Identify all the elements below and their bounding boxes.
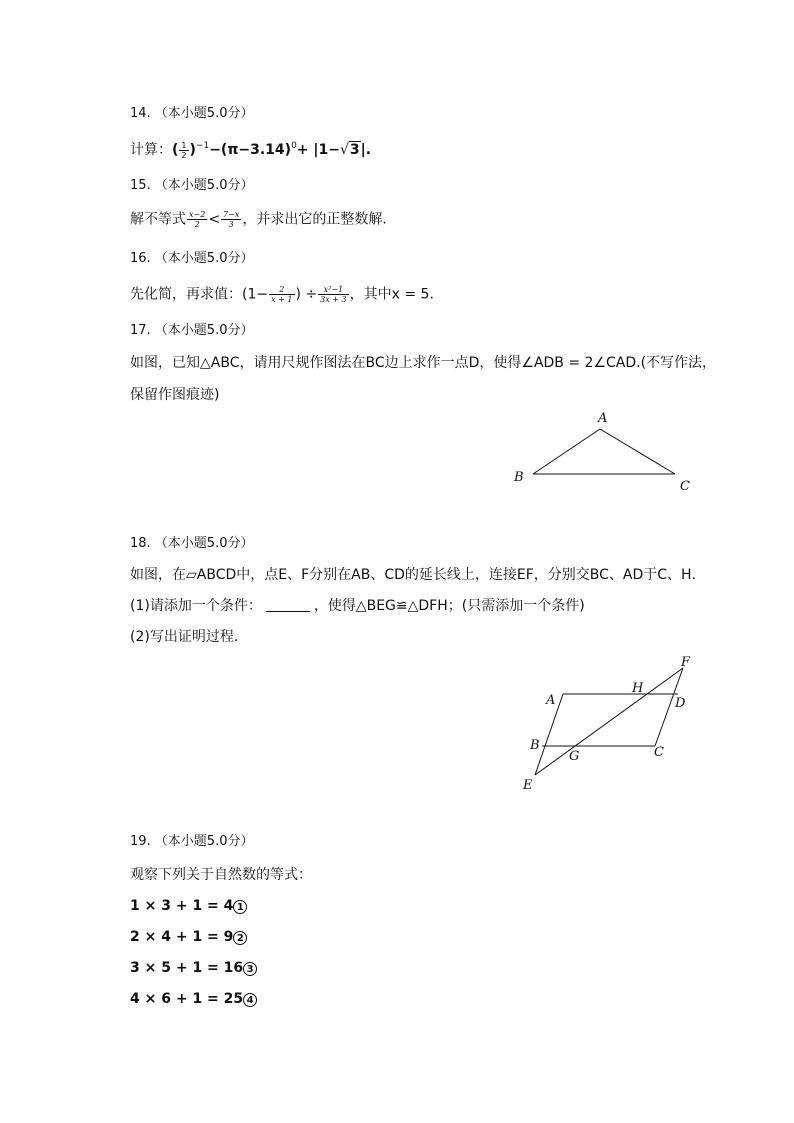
q19-eq4-expr: 4 × 6 + 1 = 25	[130, 991, 244, 1007]
q16-header: 16. （本小题5.0分）	[130, 251, 254, 266]
q19-eq3-expr: 3 × 5 + 1 = 16	[130, 960, 244, 976]
q15-fraction-1	[187, 210, 207, 229]
q14-mid: −(π−3.14)	[209, 142, 292, 158]
q19-eq2-expr: 2 × 4 + 1 = 9	[130, 929, 234, 945]
q16-f1-den: x + 1	[271, 295, 293, 304]
q18-label-c: C	[654, 745, 664, 760]
q19-eq4-circled-number: 4	[243, 993, 257, 1007]
q15-fraction-2	[221, 210, 241, 229]
q17-line1: 如图，已知△ABC，请用尺规作图法在BC边上求作一点D，使得∠ADB = 2∠CAD.(不写作法，	[130, 355, 717, 371]
q16-f2-num: x²−1	[318, 285, 348, 295]
q14-tail-b: |.	[360, 142, 372, 158]
q18-line3: (2)写出证明过程．	[130, 629, 248, 645]
q17-label-b: B	[514, 470, 524, 485]
q17-label-c: C	[680, 479, 690, 494]
q18-label-b: B	[530, 738, 540, 753]
q14-frac-num: 1	[181, 140, 187, 150]
q19-header: 19. （本小题5.0分）	[130, 834, 254, 849]
q19-eq3-circled-number: 3	[243, 962, 257, 976]
q19-eq1-circled-number: 1	[233, 900, 247, 914]
q15-prefix: 解不等式	[130, 211, 186, 228]
q18-label-f: F	[681, 655, 691, 670]
q19-intro: 观察下列关于自然数的等式：	[130, 867, 312, 883]
q18-label-e: E	[523, 778, 533, 793]
q18-label-h: H	[632, 681, 644, 696]
q14-content: 计算：( $\frac{1}{2}$ )$^{-1}-(\pi-3.14)^0+ |1-√3|$.	[130, 140, 372, 160]
q16-f2-den: 3x + 3	[320, 295, 347, 304]
q14-exp0: 0	[291, 141, 297, 151]
q17-line2: 保留作图痕迹)	[130, 387, 220, 403]
q16-fraction-2	[318, 285, 348, 304]
q18-line2-a: (1)请添加一个条件：	[130, 598, 262, 614]
q14-prefix: 计算：	[130, 142, 172, 158]
q19-equation-3	[130, 959, 257, 977]
q18-parallelogram-figure	[515, 650, 705, 800]
q18-label-a: A	[546, 693, 556, 708]
q17-edge-ab	[533, 429, 600, 474]
q18-line1: 如图，在▱ABCD中，点E、F分别在AB、CD的延长线上，连接EF，分别交BC、AD于C、H．	[130, 567, 706, 583]
q19-equation-4	[130, 990, 257, 1008]
q14-fraction	[179, 141, 188, 160]
q18-label-g: G	[569, 749, 580, 764]
q15-header: 15. （本小题5.0分）	[130, 178, 254, 193]
q16-content	[130, 285, 443, 304]
q14-tail-a: + |1−	[296, 142, 340, 158]
q19-eq2-circled-number: 2	[233, 931, 247, 945]
q17-edge-ac	[600, 429, 675, 474]
q16-f1-num: 2	[269, 285, 294, 295]
q16-mid: ) ÷	[295, 286, 318, 303]
q15-f1-num: x−2	[189, 210, 206, 219]
q19-equation-2	[130, 928, 247, 946]
q14-header: 14. （本小题5.0分）	[130, 106, 254, 121]
q17-header: 17. （本小题5.0分）	[130, 323, 254, 338]
q16-fraction-1	[269, 285, 294, 304]
q15-f2-den: 3	[228, 220, 234, 229]
q19-equation-1	[130, 897, 247, 915]
q14-frac-den: 2	[181, 150, 187, 160]
q17-triangle-figure	[505, 405, 705, 495]
q15-content	[130, 210, 396, 229]
q17-label-a: A	[598, 411, 608, 426]
q19-eq1-expr: 1 × 3 + 1 = 4	[130, 898, 234, 914]
q16-suffix: ，其中x = 5．	[349, 286, 444, 303]
q15-f2-num: 7−x	[223, 210, 240, 219]
q15-less-than: <	[208, 211, 221, 228]
q18-header: 18. （本小题5.0分）	[130, 536, 254, 551]
q14-sqrt-arg: 3	[349, 142, 360, 158]
q18-line2-b: ，使得△BEG≌△DFH；(只需添加一个条件)	[313, 598, 585, 614]
q15-f1-den: 2	[194, 220, 200, 229]
q14-exp1: −1	[195, 141, 210, 151]
q18-label-d: D	[675, 696, 686, 711]
q16-prefix: 先化简，再求值：(1−	[130, 286, 269, 303]
q18-line2	[130, 597, 585, 615]
q15-suffix: ，并求出它的正整数解．	[242, 211, 397, 228]
q18-answer-blank[interactable]	[266, 599, 310, 612]
